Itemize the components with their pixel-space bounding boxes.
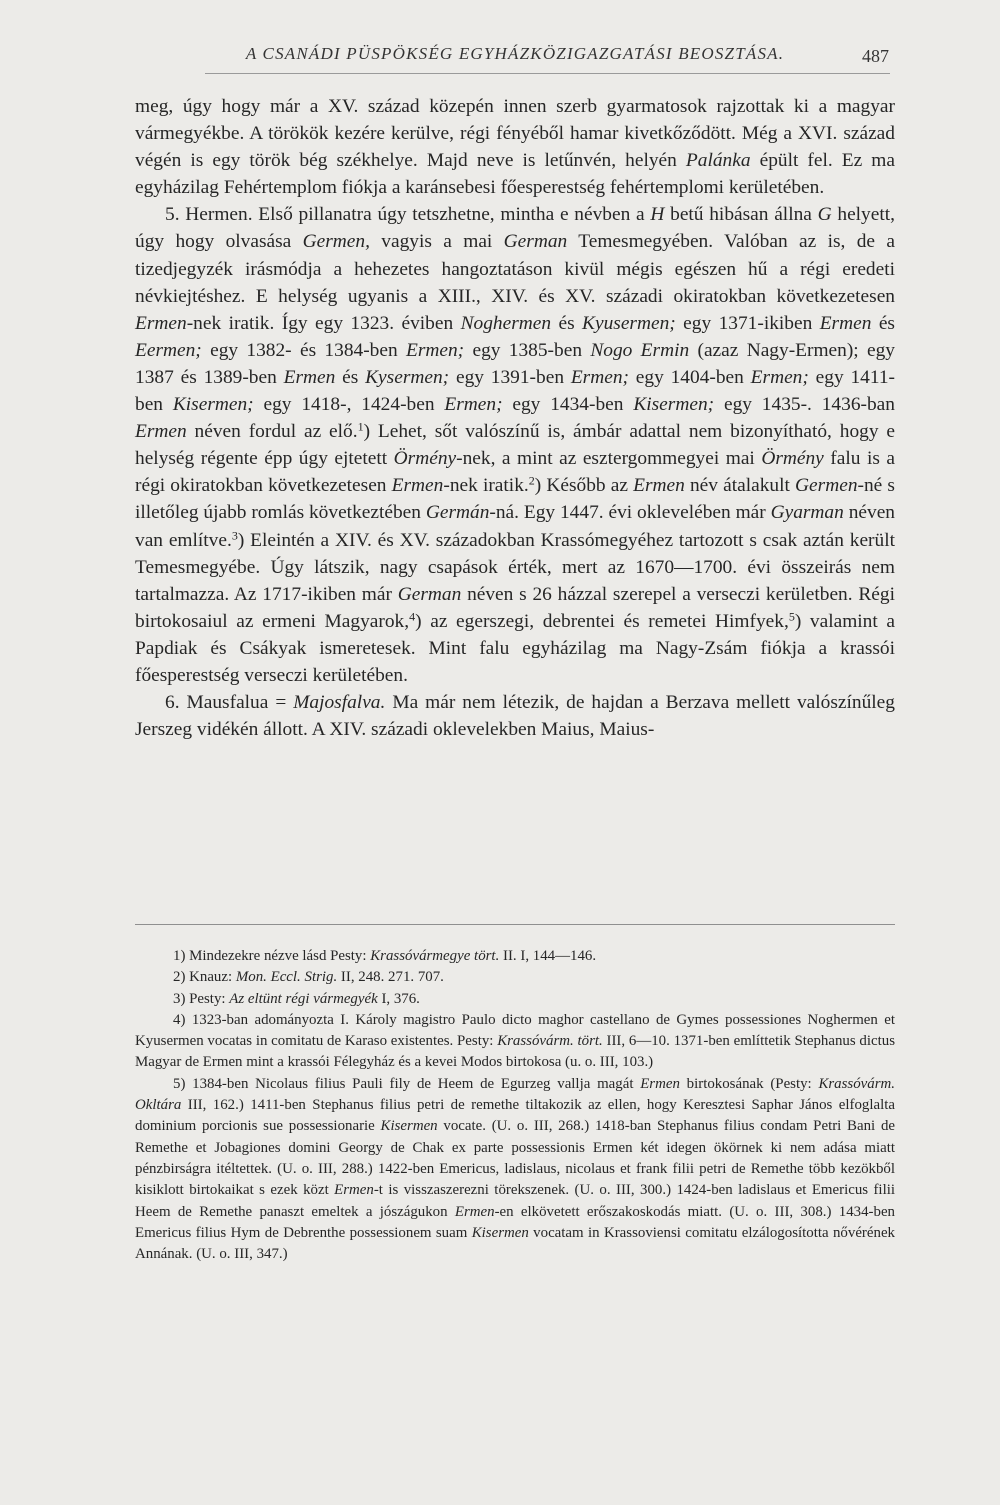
italic-text: H <box>650 204 665 226</box>
text-run: egy 1404-ben <box>628 366 751 388</box>
text-run: birtokosának (Pesty: <box>679 1075 819 1092</box>
paragraph-mausfalua <box>135 689 895 743</box>
text-run: vagyis a mai <box>369 231 504 253</box>
footnote-1 <box>135 946 895 967</box>
text-run: egy 1435-. 1436-ban <box>714 394 895 416</box>
paragraph-palanka <box>135 93 895 201</box>
text-run: -nek iratik. Így egy 1323. éviben <box>186 312 461 334</box>
italic-text: Ermen; <box>405 339 465 361</box>
italic-text: Az eltünt régi vármegyék <box>229 990 378 1007</box>
italic-text: Örmény <box>761 448 824 470</box>
italic-text: Gyarman <box>770 502 844 524</box>
italic-text: Krassóvárm. tört. <box>497 1033 603 1050</box>
text-run: és <box>871 312 895 334</box>
italic-text: German <box>397 583 462 605</box>
italic-text: German <box>503 231 568 253</box>
text-run: egy 1411-ben <box>135 366 895 416</box>
italic-text: Noghermen <box>460 312 552 334</box>
italic-text: Kisermen <box>471 1224 529 1241</box>
text-run: 6. Mausfalua = <box>165 692 294 714</box>
italic-text: Eermen; <box>135 339 202 361</box>
text-run: néven s 26 házzal szerepel a verseczi kerületben. Régi birtokosaiul az ermeni Magyarok, <box>135 583 895 632</box>
text-run: -né s illetőleg újabb romlás következtében <box>135 475 895 524</box>
text-run: néven fordul az elő. <box>186 421 358 443</box>
text-run: ) valamint a Papdiak és Csákyak ismeretesek. Mint falu egyházilag ma Nagy-Zsám fiókja a krassói főesperestség verseczi kerületében. <box>135 610 895 686</box>
text-run: falu is a régi okiratokban következetesen <box>135 448 895 497</box>
page-number: 487 <box>862 46 889 66</box>
text-run: ) Eleintén a XIV. és XV. századokban Krassómegyéhez tartozott s csak aztán került Temesmegyébe. Úgy látszik, nagy csapások érték, mert az 1670—1700. évi összeirás nem tartalmazza. Az 1717-ikiben már <box>135 529 895 605</box>
text-run: név átalakult <box>684 475 796 497</box>
footnote-3 <box>135 989 895 1010</box>
italic-text: Germán <box>425 502 490 524</box>
text-run: III, 162.) 1411-ben Stephanus filius petri de remethe tiltakozik az ellen, hogy Keresztesi Saphar János elfoglalta dominium porcionis sue possessionarie <box>135 1097 895 1135</box>
text-run: és <box>335 366 366 388</box>
text-run: II, 248. 271. 707. <box>337 969 444 986</box>
text-run: helyett, úgy hogy olvasása <box>135 204 895 253</box>
footnote-4 <box>135 1010 895 1074</box>
text-run: (azaz Nagy-Ermen); egy 1387 és 1389-ben <box>135 339 895 388</box>
footnote-ref: 3 <box>231 527 238 542</box>
italic-text: Örmény <box>393 448 457 470</box>
italic-text: Ermen; <box>750 366 809 388</box>
running-title: A CSANÁDI PÜSPÖKSÉG EGYHÁZKÖZIGAZGATÁSI BEOSZTÁSA. <box>245 44 785 63</box>
italic-text: G <box>817 204 832 226</box>
text-run: 4) 1323-ban adományozta I. Károly magistro Paulo dicto maghor castellano de Gymes possessiones Noghermen et Kyusermen vocatas in comitatu de Karaso existentes. Pesty: <box>135 1011 895 1050</box>
text-run: -nek iratik. <box>443 475 529 497</box>
italic-text: Kisermen; <box>172 394 254 416</box>
text-run: 2) Knauz: <box>173 969 236 986</box>
header-rule <box>205 73 890 74</box>
footnote-ref: 4 <box>409 609 416 624</box>
italic-text: Palánka <box>685 150 751 172</box>
italic-text: Kyusermen; <box>582 312 676 334</box>
text-run: néven van említve. <box>135 502 895 551</box>
italic-text: Ermen; <box>444 394 503 416</box>
text-run: egy 1371-ikiben <box>675 312 820 334</box>
text-run: ) Később az <box>534 475 634 497</box>
text-run: épült fel. Ez ma egyházilag Fehértemplom fiókja a karánsebesi főesperestség fehértemplomi kerületében. <box>135 150 895 199</box>
italic-text: Mon. Eccl. Strig. <box>235 969 338 986</box>
text-run: betű hibásan állna <box>664 204 818 226</box>
text-run: II. I, 144—146. <box>499 948 597 964</box>
text-run: vocate. (U. o. III, 268.) 1418-ban Stephanus filius condam Petri Bani de Remethe et Jobagiones domini Georgy de Chak ex parte possessionis Ermen két idegen ökörnek ki nem adása miatt pénzbirságra itéltettek. (U. o. III, 288.) 1422-ben Emericus, ladislaus, nicolaus et frank filii petri de Remethe több kezökből kisiklott birtokaikat s ezek közt <box>135 1118 895 1199</box>
footnote-2 <box>135 967 895 988</box>
italic-text: Kysermen; <box>365 366 450 388</box>
text-run: vocatam in Krassoviensi comitatu elzálogosította nővérének Annának. (U. o. III, 347.) <box>135 1224 895 1263</box>
text-run: meg, úgy hogy már a XV. század közepén innen szerb gyarmatosok rajzottak ki a magyar vármegyékbe. A törökök kezére kerülve, régi fényéből hamar kivetkőződött. Még a XVI. század végén is egy török bég székhelye. Majd neve is letűnvén, helyén <box>135 96 895 172</box>
footnote-ref: 2 <box>528 473 535 488</box>
italic-text: Germen <box>795 475 858 497</box>
italic-text: Ermen <box>334 1182 374 1199</box>
text-run: és <box>551 312 583 334</box>
italic-text: Ermen <box>391 475 444 497</box>
italic-text: Krassóvárm. Okltára <box>135 1075 895 1114</box>
italic-text: Ermen <box>640 1075 680 1092</box>
text-run: ) az egerszegi, debrentei és remetei Himfyek, <box>415 610 789 632</box>
text-run: 5) 1384-ben Nicolaus filius Pauli fily de Heem de Egurzeg vallja magát <box>173 1075 641 1092</box>
text-run: -en elkövetett erőszakoskodás miatt. (U. o. III, 308.) 1434-ben Emericus filius Hym de Debrenthe possessionem suam <box>135 1203 895 1241</box>
italic-text: Ermen <box>633 475 685 497</box>
footnotes <box>135 946 895 1265</box>
running-head <box>135 44 895 74</box>
main-text <box>135 93 895 743</box>
footnote-ref: 1 <box>357 419 364 434</box>
text-run: Temesmegyében. Valóban az is, de a tizedjegyzék irásmódja a hehezetes hangoztatáson kivül mégis egészen hű a régi eredeti névkiejtéshez. E helység ugyanis a XIII., XIV. és XV. századi okiratokban következetesen <box>135 231 895 307</box>
italic-text: Majosfalva. <box>293 692 386 714</box>
italic-text: Ermen <box>135 312 187 334</box>
footnote-rule <box>135 924 895 925</box>
italic-text: Kisermen <box>380 1118 438 1135</box>
text-run: 3) Pesty: <box>173 990 230 1007</box>
italic-text: Ermen <box>135 421 187 443</box>
footnote-5 <box>135 1074 895 1266</box>
text-run: egy 1382- és 1384-ben <box>201 339 406 361</box>
text-run: III, 6—10. 1371-ben említtetik Stephanus dictus Magyar de Ermen mint a krassói Félegyház és a kevei Modos birtokosa (u. o. III, 103.) <box>135 1033 895 1071</box>
text-run: Ma már nem létezik, de hajdan a Berzava mellett valószínűleg Jerszeg vidékén állott. A XIV. századi oklevelekben Maius, Maius- <box>135 692 895 741</box>
italic-text: Kisermen; <box>633 394 715 416</box>
text-run: 5. Hermen. Első pillanatra úgy tetszhetne, mintha e névben a <box>165 204 651 226</box>
text-run: ) Lehet, sőt valószínű is, ámbár adattal nem bizonyítható, hogy e helység régente épp úgy ejtetett <box>135 421 896 470</box>
italic-text: Ermen <box>819 312 872 334</box>
text-run: egy 1434-ben <box>502 394 634 416</box>
italic-text: Krassóvármegye tört. <box>370 948 500 964</box>
text-run: -ná. Egy 1447. évi oklevelében már <box>489 502 771 524</box>
text-run: -nek, a mint az esztergommegyei mai <box>456 448 762 470</box>
text-run: -t is visszaszerezni törekszenek. (U. o. III, 300.) 1424-ben ladislaus et Emericus filii Heem de Remethe panaszt emeltek a jószágukon <box>135 1182 895 1220</box>
text-run: egy 1418-, 1424-ben <box>253 394 445 416</box>
italic-text: Nogo Ermin <box>590 339 690 361</box>
text-run: egy 1391-ben <box>449 366 571 388</box>
italic-text: Germen, <box>302 231 370 253</box>
text-run: egy 1385-ben <box>464 339 591 361</box>
footnote-ref: 5 <box>788 609 795 624</box>
text-run: 1) Mindezekre nézve lásd Pesty: <box>173 948 371 964</box>
italic-text: Ermen <box>283 366 336 388</box>
italic-text: Ermen; <box>570 366 629 388</box>
text-run: I, 376. <box>377 990 420 1007</box>
paragraph-hermen <box>135 201 895 689</box>
italic-text: Ermen <box>454 1203 495 1220</box>
